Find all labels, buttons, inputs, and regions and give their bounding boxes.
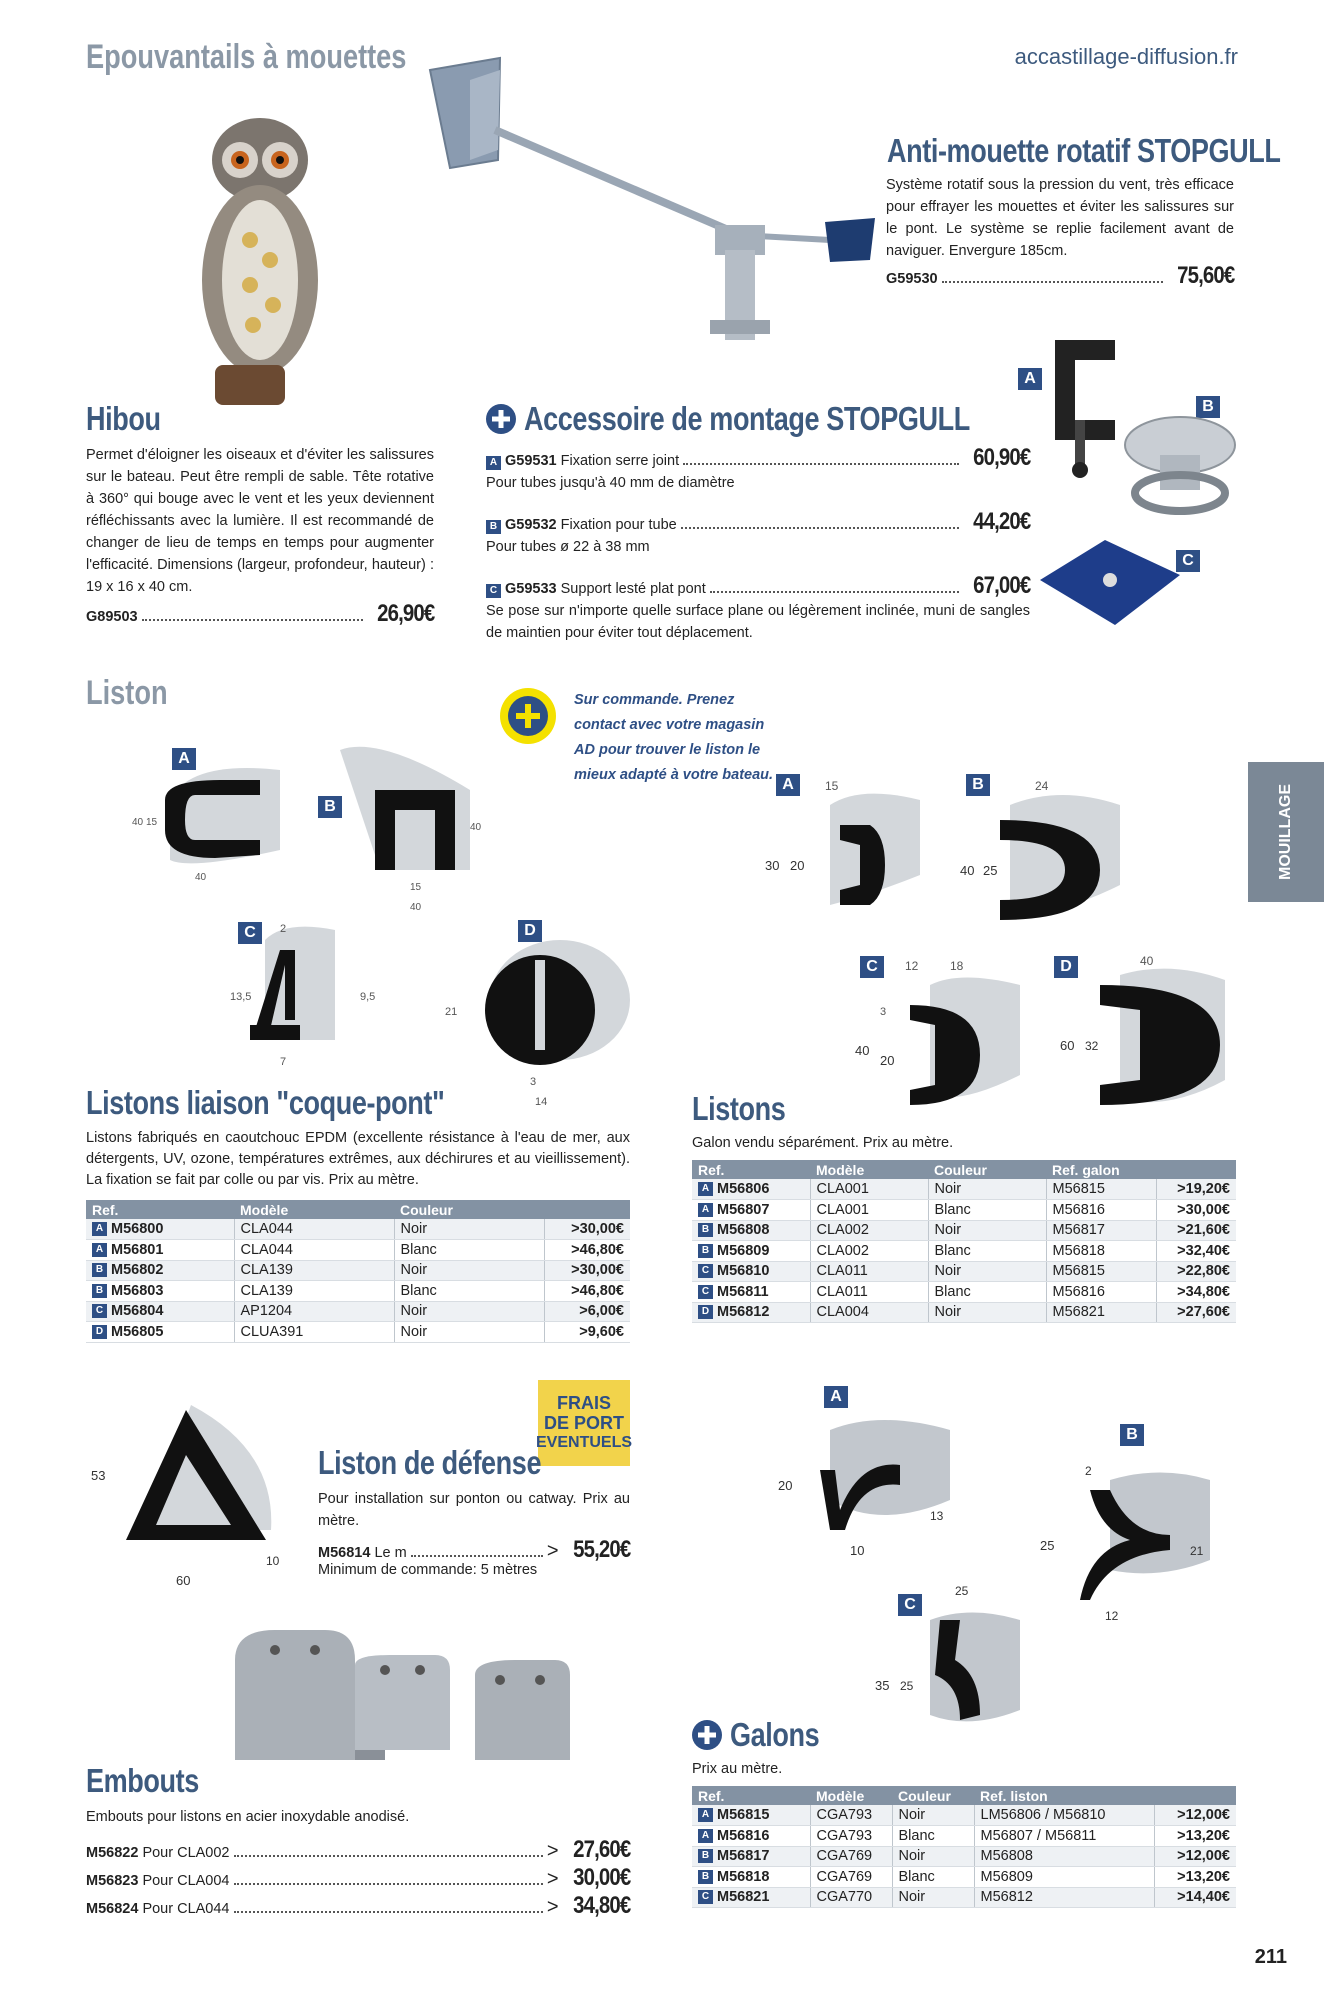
table-row: B M56808 CLA002 Noir M56817 >21,60€	[692, 1220, 1236, 1241]
dim-text: 60	[1060, 1038, 1075, 1053]
liaison-table: Ref. Modèle Couleur A M56800 CLA044 Noir >30,00€ A M56801 CLA044 Blanc >46,80€ B M56802 CLA139 Noir >30,00€ B M56803 CLA139 Blanc >46,80€ C M56804 AP1204 Noir >6,00€ D M56805 CLUA391 Noir >9,60€	[86, 1200, 630, 1343]
accessoire-item: B G59532 Fixation pour tube 44,20€ Pour tubes ø 22 à 38 mm	[486, 508, 1030, 555]
dim-text: 53	[91, 1468, 106, 1483]
sur-commande-text: Sur commande. Prenez contact avec votre magasin AD pour trouver le liston le mieux adapté à votre bateau.	[574, 692, 774, 783]
dim-text: 25	[983, 863, 998, 878]
hibou-desc: Permet d'éloigner les oiseaux et d'éviter les salissures sur le bateau. Peut être rempli de sable. Tête rotative à 360° qui bouge avec le vent et les yeux deviennent réfléchissants avec la lumière. Il est recommandé de changer de lieu de temps en temps pour augmenter l'efficacité. Dimensions (largeur, profondeur, hauteur) : 19 x 16 x 40 cm.	[86, 447, 434, 595]
dim-text: 40	[470, 822, 482, 833]
dim-text: 14	[535, 1096, 548, 1108]
weighted-support-image	[1035, 530, 1185, 630]
embouts-title: Embouts	[86, 1762, 199, 1799]
stopgull-price-line	[886, 262, 1234, 290]
dim-text: 21	[1190, 1544, 1204, 1558]
dim-text: 40	[132, 817, 144, 828]
label-a: A	[824, 1386, 848, 1408]
defense-min: Minimum de commande: 5 mètres	[318, 1562, 538, 1578]
dim-text: 30	[765, 858, 780, 873]
label-b: B	[318, 796, 342, 818]
table-row: B M56802 CLA139 Noir >30,00€	[86, 1260, 630, 1281]
dim-text: 32	[1085, 1039, 1099, 1053]
accessoire-item: A G59531 Fixation serre joint 60,90€ Pour tubes jusqu'à 40 mm de diamètre	[486, 444, 1030, 491]
dim-text: 2	[1085, 1464, 1092, 1478]
table-row: A M56807 CLA001 Blanc M56816 >30,00€	[692, 1200, 1236, 1221]
table-row: A M56816 CGA793 Blanc M56807 / M56811 >13,20€	[692, 1826, 1236, 1847]
hibou-title: Hibou	[86, 400, 161, 437]
dim-text: 10	[266, 1554, 280, 1568]
table-row: B M56817 CGA769 Noir M56808 >12,00€	[692, 1846, 1236, 1867]
dim-text: 15	[410, 882, 422, 893]
table-row: C M56821 CGA770 Noir M56812 >14,40€	[692, 1887, 1236, 1908]
table-row: D M56805 CLUA391 Noir >9,60€	[86, 1322, 630, 1343]
galons-title: Galons	[730, 1716, 820, 1753]
listons-desc: Galon vendu séparément. Prix au mètre.	[692, 1135, 954, 1151]
stopgull-image	[420, 50, 890, 350]
dim-text: 15	[825, 779, 839, 793]
liston-section-title: Liston	[86, 674, 168, 712]
stopgull-ref: G59530	[886, 271, 938, 287]
defense-image	[86, 1390, 286, 1600]
accessoire-header	[486, 400, 1068, 438]
label-b: B	[966, 774, 990, 796]
dim-text: 40	[1140, 954, 1154, 968]
dim-text: 20	[778, 1478, 793, 1493]
table-row: B M56809 CLA002 Blanc M56818 >32,40€	[692, 1241, 1236, 1262]
table-row: C M56810 CLA011 Noir M56815 >22,80€	[692, 1261, 1236, 1282]
frais-badge: FRAIS DE PORT EVENTUELS	[538, 1380, 630, 1466]
defense-desc: Pour installation sur ponton ou catway. Prix au mètre.	[318, 1491, 630, 1529]
listons-title: Listons	[692, 1090, 786, 1127]
galons-desc: Prix au mètre.	[692, 1761, 783, 1777]
dim-text: 60	[176, 1573, 191, 1588]
dim-text: 10	[850, 1543, 865, 1558]
label-a: A	[1018, 368, 1042, 390]
dim-text: 18	[950, 959, 964, 973]
label-c: C	[1176, 550, 1200, 572]
section-title: Epouvantails à mouettes	[86, 38, 407, 76]
label-b: B	[1120, 1424, 1144, 1446]
table-row: A M56801 CLA044 Blanc >46,80€	[86, 1240, 630, 1261]
dim-text: 40	[195, 872, 207, 883]
dim-text: 40	[410, 902, 422, 913]
galons-table: Ref. Modèle Couleur Ref. liston A M56815 CGA793 Noir LM56806 / M56810 >12,00€ A M56816 CGA793 Blanc M56807 / M56811 >13,20€ B M56817 CGA769 Noir M56808 >12,00€ B M56818 CGA769 Blanc M56809 >13,20€ C M56821 CGA770 Noir M56812 >14,40€	[692, 1786, 1236, 1908]
plus-icon	[692, 1720, 722, 1750]
defense-price-line: M56814 Le m > 55,20€	[318, 1536, 630, 1563]
label-d: D	[518, 920, 542, 942]
label-b: B	[1196, 396, 1220, 418]
stopgull-desc: Système rotatif sous la pression du vent, très efficace pour effrayer les mouettes et éviter les salissures sur le pont. Le système se replie facilement avant de naviguer. Envergure 185cm.	[886, 177, 1234, 259]
dim-text: 2	[280, 923, 287, 935]
sidebar-tab-mouillage[interactable]	[1248, 762, 1324, 902]
stopgull-price: 75,60€	[1176, 262, 1234, 289]
label-d: D	[1054, 956, 1078, 978]
listons-d-image	[1050, 950, 1230, 1125]
table-row: A M56800 CLA044 Noir >30,00€	[86, 1219, 630, 1240]
dim-text: 24	[1035, 779, 1049, 793]
hibou-price: 26,90€	[376, 600, 434, 627]
table-row: B M56803 CLA139 Blanc >46,80€	[86, 1281, 630, 1302]
dim-text: 35	[875, 1678, 890, 1693]
dim-text: 25	[955, 1584, 969, 1598]
site-url[interactable]: accastillage-diffusion.fr	[1014, 44, 1238, 69]
dim-text: 40	[960, 863, 975, 878]
label-c: C	[238, 922, 262, 944]
accessoire-list	[486, 444, 1030, 644]
galon-b-image	[1020, 1440, 1220, 1630]
owl-image	[195, 110, 325, 410]
dim-text: 9,5	[360, 991, 376, 1003]
list-item: M56822 Pour CLA002 > 27,60€	[86, 1836, 630, 1863]
listons-b-image	[950, 775, 1130, 940]
liaison-desc: Listons fabriqués en caoutchouc EPDM (excellente résistance à l'eau de mer, aux détergents, UV, ozone, températures extrêmes, aux déchirures et au vieillissement). La fixation se fait par colle ou par vis. Prix au mètre.	[86, 1130, 630, 1188]
dim-text: 13	[930, 1509, 944, 1523]
table-row: D M56812 CLA004 Noir M56821 >27,60€	[692, 1302, 1236, 1323]
table-row: B M56818 CGA769 Blanc M56809 >13,20€	[692, 1867, 1236, 1888]
sidebar-label: MOUILLAGE	[1277, 784, 1294, 880]
defense-title: Liston de défense	[318, 1444, 542, 1481]
listons-a-image	[760, 775, 930, 935]
liston-d-image	[440, 920, 640, 1110]
table-row: C M56811 CLA011 Blanc M56816 >34,80€	[692, 1282, 1236, 1303]
dim-text: 25	[1040, 1538, 1055, 1553]
listons-table: Ref. Modèle Couleur Ref. galon A M56806 CLA001 Noir M56815 >19,20€ A M56807 CLA001 Blanc M56816 >30,00€ B M56808 CLA002 Noir M56817 >21,60€ B M56809 CLA002 Blanc M56818 >32,40€ C M56810 CLA011 Noir M56815 >22,80€ C M56811 CLA011 Blanc M56816 >34,80€ D M56812 CLA004 Noir M56821 >27,60€	[692, 1160, 1236, 1323]
table-row: C M56804 AP1204 Noir >6,00€	[86, 1301, 630, 1322]
page-number: 211	[1254, 1946, 1287, 1968]
galon-a-image	[770, 1400, 960, 1560]
embouts-desc: Embouts pour listons en acier inoxydable anodisé.	[86, 1809, 410, 1825]
dim-text: 15	[146, 817, 158, 828]
dim-text: 3	[530, 1076, 537, 1088]
stopgull-title: Anti-mouette rotatif STOPGULL	[887, 132, 1281, 169]
table-row: A M56815 CGA793 Noir LM56806 / M56810 >12,00€	[692, 1805, 1236, 1826]
list-item: M56823 Pour CLA004 > 30,00€	[86, 1864, 630, 1891]
galons-header	[692, 1716, 839, 1754]
plus-icon	[486, 404, 516, 434]
sur-commande-icon	[500, 688, 556, 744]
liston-c-image	[225, 910, 385, 1080]
dim-text: 20	[880, 1053, 895, 1068]
dim-text: 25	[900, 1679, 914, 1693]
label-a: A	[776, 774, 800, 796]
table-row: A M56806 CLA001 Noir M56815 >19,20€	[692, 1179, 1236, 1200]
label-a: A	[172, 748, 196, 770]
hibou-ref: G89503	[86, 609, 138, 625]
dim-text: 20	[790, 858, 805, 873]
embouts-list	[86, 1836, 630, 1920]
liston-a-image	[130, 740, 290, 890]
dim-text: 21	[445, 1006, 458, 1018]
tube-mount-image	[1110, 405, 1240, 515]
liston-b-image	[330, 730, 500, 920]
accessoire-title: Accessoire de montage STOPGULL	[524, 400, 970, 437]
accessoire-item: C G59533 Support lesté plat pont 67,00€ Se pose sur n'importe quelle surface plane ou légèrement inclinée, muni de sangles de maintien pour éviter tout déplacement.	[486, 572, 1030, 641]
liaison-title: Listons liaison "coque-pont"	[86, 1084, 445, 1121]
galon-c-image	[860, 1580, 1040, 1750]
dim-text: 12	[905, 959, 919, 973]
label-c: C	[860, 956, 884, 978]
dim-text: 13,5	[230, 991, 252, 1003]
hibou-price-line	[86, 600, 434, 628]
dim-text: 12	[1105, 1609, 1119, 1623]
listons-c-image	[850, 955, 1030, 1125]
dim-text: 40	[855, 1043, 870, 1058]
dim-text: 7	[280, 1056, 287, 1068]
embouts-image	[215, 1620, 595, 1780]
label-c: C	[898, 1594, 922, 1616]
dim-text: 3	[880, 1006, 887, 1018]
list-item: M56824 Pour CLA044 > 34,80€	[86, 1892, 630, 1919]
